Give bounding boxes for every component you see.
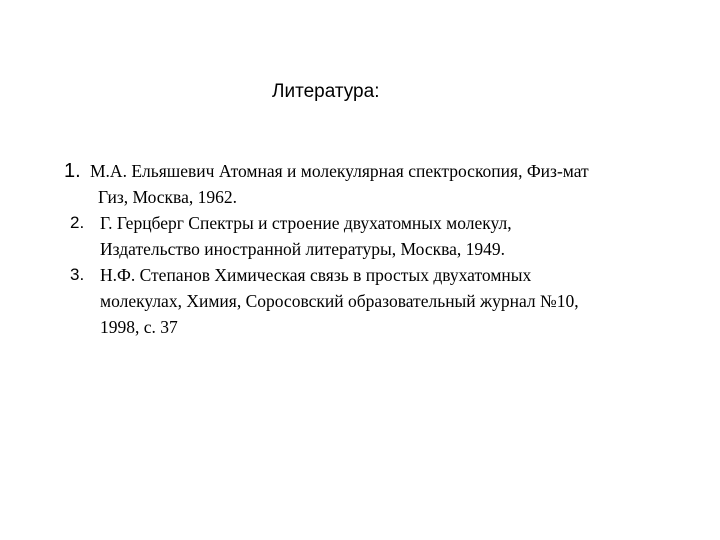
reference-list: [62, 158, 702, 340]
list-item: [62, 210, 702, 262]
list-item-text: Н.Ф. Степанов Химическая связь в простых двухатомных: [100, 265, 532, 285]
list-item-number: 2.: [70, 213, 85, 232]
list-item-text: 1998, с. 37: [100, 317, 178, 337]
list-item-number: 1.: [64, 160, 81, 182]
list-item: [62, 262, 702, 340]
list-item-text: Г. Герцберг Спектры и строение двухатомных молекул,: [100, 213, 512, 233]
list-item-text: Гиз, Москва, 1962.: [98, 187, 237, 207]
list-item: [62, 158, 702, 210]
list-item-text: Издательство иностранной литературы, Москва, 1949.: [100, 239, 506, 259]
list-item-text: М.А. Ельяшевич Атомная и молекулярная спектроскопия, Физ-мат: [90, 161, 589, 181]
list-item-text: молекулах, Химия, Соросовский образовательный журнал №10,: [100, 291, 579, 311]
list-item-number: 3.: [70, 265, 85, 284]
page-title: Литература:: [272, 81, 380, 102]
